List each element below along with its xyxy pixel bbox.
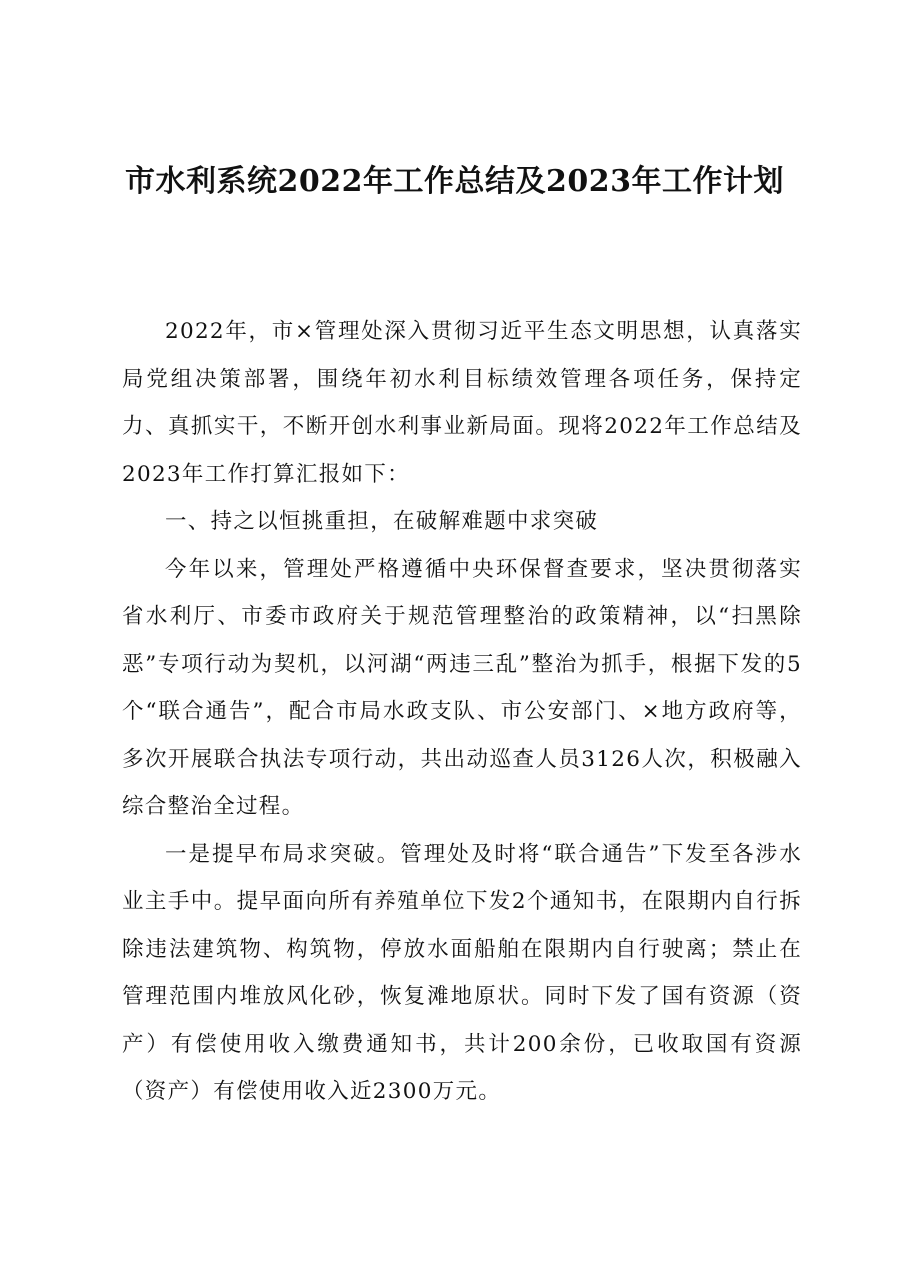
body-paragraph: 今年以来，管理处严格遵循中央环保督查要求，坚决贯彻落实省水利厅、市委市政府关于规范管理整治的政策精神，以“扫黑除恶”专项行动为契机，以河湖“两违三乱”整治为抓手，根据下发的5个“联合通告”，配合市局水政支队、市公安部门、×地方政府等，多次开展联合执法专项行动，共出动巡查人员3126人次，积极融入综合整治全过程。 bbox=[122, 556, 802, 819]
intro-paragraph: 2022年，市×管理处深入贯彻习近平生态文明思想，认真落实局党组决策部署，围绕年初水利目标绩效管理各项任务，保持定力、真抓实干，不断开创水利事业新局面。现将2022年工作总结及2023年工作打算汇报如下： bbox=[122, 319, 802, 487]
document-body bbox=[122, 308, 802, 1116]
document-title: 市水利系统2022年工作总结及2023年工作计划 bbox=[125, 164, 784, 199]
section-heading: 一、持之以恒挑重担，在破解难题中求突破 bbox=[165, 509, 599, 534]
body-paragraph: 一是提早布局求突破。管理处及时将“联合通告”下发至各涉水业主手中。提早面向所有养殖单位下发2个通知书，在限期内自行拆除违法建筑物、构筑物，停放水面船舶在限期内自行驶离；禁止在管理范围内堆放风化砂，恢复滩地原状。同时下发了国有资源（资产）有偿使用收入缴费通知书，共计200余份，已收取国有资源（资产）有偿使用收入近2300万元。 bbox=[122, 841, 802, 1104]
